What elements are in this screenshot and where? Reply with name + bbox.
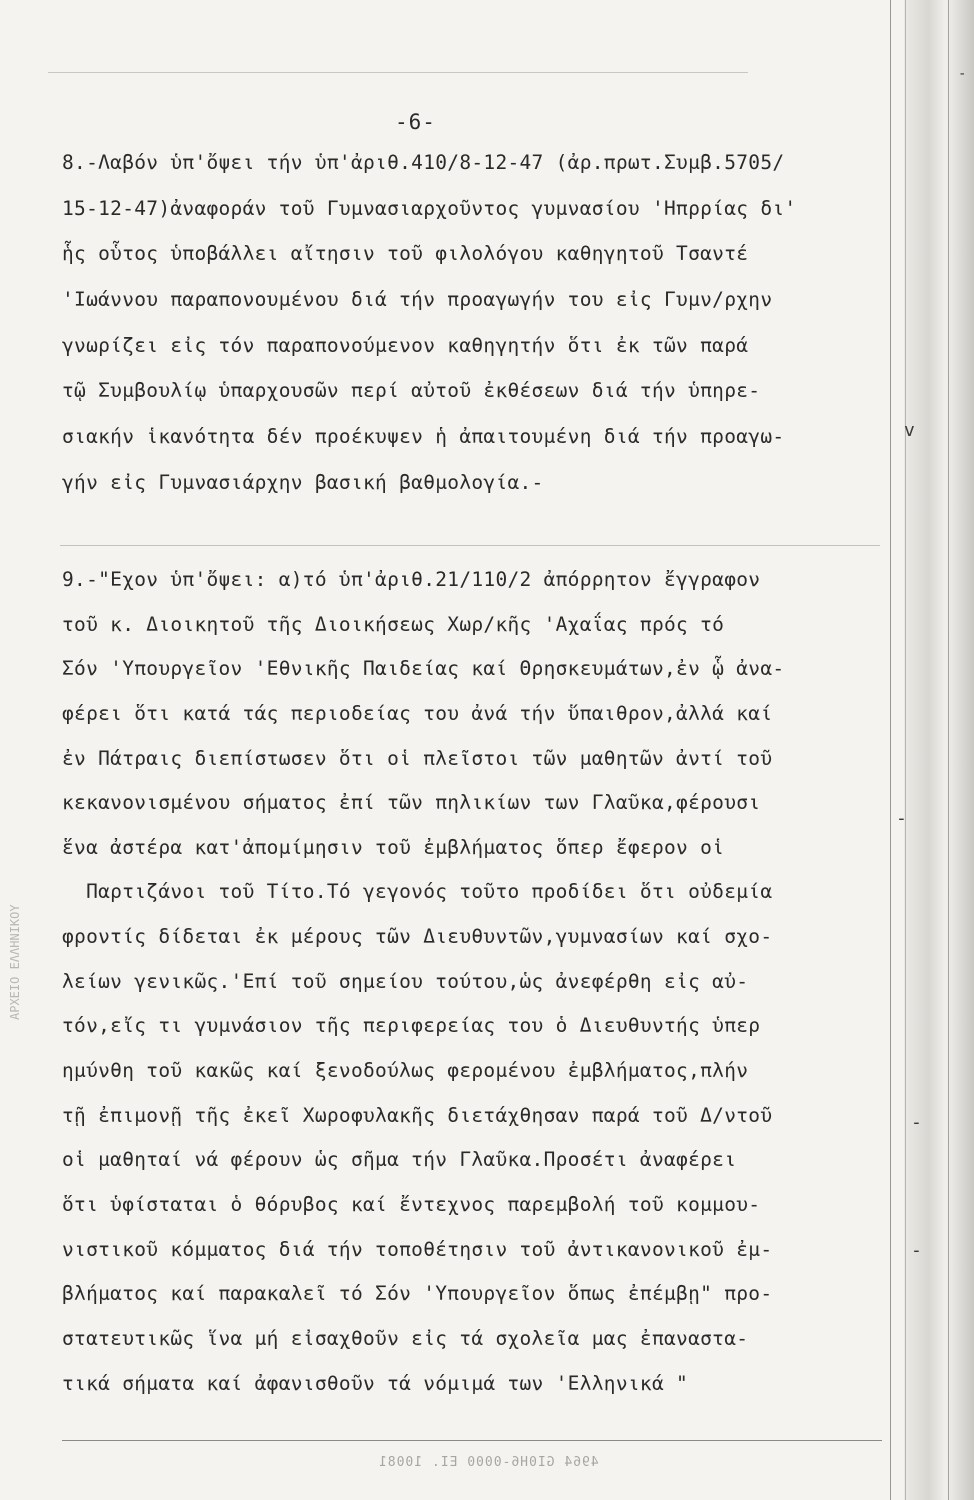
text-line: τοῦ κ. Διοικητοῦ τῆς Διοικήσεως Χωρ/κῆς 'Αχαΐας πρός τό	[62, 612, 725, 636]
text-line: τόν,εἴς τι γυμνάσιον τῆς περιφερείας του ὁ Διευθυντής ὑπερ	[62, 1014, 761, 1038]
edge-line	[905, 0, 906, 1500]
section-divider	[60, 545, 880, 546]
top-rule	[48, 72, 748, 73]
margin-mark: -	[911, 1240, 922, 1261]
text-line: βλήματος καί παρακαλεῖ τό Σόν 'Υπουργεῖον ὅπως ἐπέμβῃ" προ-	[62, 1282, 773, 1306]
archive-side-stamp: ΑΡΧΕΙΟ ΕΛΛΗΝΙΚΟΥ	[8, 904, 22, 1020]
margin-mark: -	[911, 1112, 922, 1133]
text-line: 15-12-47)ἀναφοράν τοῦ Γυμνασιαρχοῦντος γυμνασίου 'Ηπρρίας δι'	[62, 196, 797, 220]
text-line: Παρτιζάνοι τοῦ Τίτο.Τό γεγονός τοῦτο προδίδει ὅτι οὐδεμία	[62, 880, 773, 904]
text-line: φέρει ὅτι κατά τάς περιοδείας του ἀνά τήν ὕπαιθρον,ἀλλά καί	[62, 701, 773, 725]
page-number: -6-	[395, 110, 436, 134]
margin-mark: v	[904, 420, 915, 441]
text-line: ημύνθη τοῦ κακῶς καί ξενοδούλως φερομένου ἐμβλήματος,πλήν	[62, 1059, 749, 1083]
text-line: 8.-Λαβόν ὑπ'ὄψει τήν ὑπ'ἀριθ.410/8-12-47 (ἀρ.πρωτ.Συμβ.5705/	[62, 151, 785, 174]
paragraph-item-9	[62, 558, 882, 1406]
text-line: τῇ ἐπιμονῇ τῆς ἐκεῖ Χωροφυλακῆς διετάχθησαν παρά τοῦ Δ/ντοῦ	[62, 1103, 773, 1127]
text-line: τικά σήματα καί ἀφανισθοῦν τά νόμιμά των 'Ελληνικά "	[62, 1371, 689, 1395]
bottom-rule	[62, 1440, 882, 1441]
text-line: φροντίς δίδεται ἐκ μέρους τῶν Διευθυντῶν,γυμνασίων καί σχο-	[62, 925, 773, 949]
footer-stamp: 4964 GI0H6-0000 EI. 10081	[378, 1455, 599, 1470]
text-line: στατευτικῶς ἵνα μή εἰσαχθοῦν εἰς τά σχολεῖα μας ἐπαναστα-	[62, 1326, 749, 1350]
text-line: γνωρίζει εἰς τόν παραπονούμενον καθηγητήν ὅτι ἐκ τῶν παρά	[62, 333, 749, 357]
text-line: τῷ Συμβουλίῳ ὑπαρχουσῶν περί αὐτοῦ ἐκθέσεων διά τήν ὑπηρε-	[62, 379, 761, 403]
text-line: νιστικοῦ κόμματος διά τήν τοποθέτησιν τοῦ ἀντικανονικοῦ ἐμ-	[62, 1237, 773, 1261]
text-line: κεκανονισμένου σήματος ἐπί τῶν πηλικίων των Γλαῦκα,φέρουσι	[62, 791, 761, 815]
edge-line	[948, 0, 949, 1500]
text-line: ἕνα ἀστέρα κατ'ἀπομίμησιν τοῦ ἐμβλήματος ὅπερ ἔφερον οἱ	[62, 835, 725, 859]
text-line: 'Ιωάννου παραπονουμένου διά τήν προαγωγήν του εἰς Γυμν/ρχην	[62, 288, 773, 312]
text-line: σιακήν ἱκανότητα δέν προέκυψεν ἡ ἀπαιτουμένη διά τήν προαγω-	[62, 425, 785, 449]
text-line: ὅτι ὑφίσταται ὁ θόρυβος καί ἔντεχνος παρεμβολή τοῦ κομμου-	[62, 1192, 761, 1216]
text-line: ἧς οὗτος ὑποβάλλει αἴτησιν τοῦ φιλολόγου καθηγητοῦ Τσαντέ	[62, 242, 749, 266]
text-line: 9.-"Εχον ὑπ'ὄψει: α)τό ὑπ'ἀριθ.21/110/2 ἀπόρρητον ἔγγραφον	[62, 568, 761, 591]
margin-mark: -	[896, 808, 907, 829]
text-line: Σόν 'Υπουργεῖον 'Εθνικῆς Παιδείας καί Θρησκευμάτων,ἐν ᾧ ἀνα-	[62, 657, 785, 681]
margin-mark: -	[958, 66, 967, 82]
text-line: λείων γενικῶς.'Επί τοῦ σημείου τούτου,ὡς ἀνεφέρθη εἰς αὐ-	[62, 969, 749, 993]
text-line: οἱ μαθηταί νά φέρουν ὡς σῆμα τήν Γλαῦκα.Προσέτι ἀναφέρει	[62, 1148, 737, 1172]
text-line: γήν εἰς Γυμνασιάρχην βασική βαθμολογία.-	[62, 470, 544, 494]
edge-line	[890, 0, 891, 1500]
paragraph-item-8	[62, 140, 882, 506]
page-binding-edge	[904, 0, 974, 1500]
text-line: ἐν Πάτραις διεπίστωσεν ὅτι οἱ πλεῖστοι τῶν μαθητῶν ἀντί τοῦ	[62, 746, 773, 770]
